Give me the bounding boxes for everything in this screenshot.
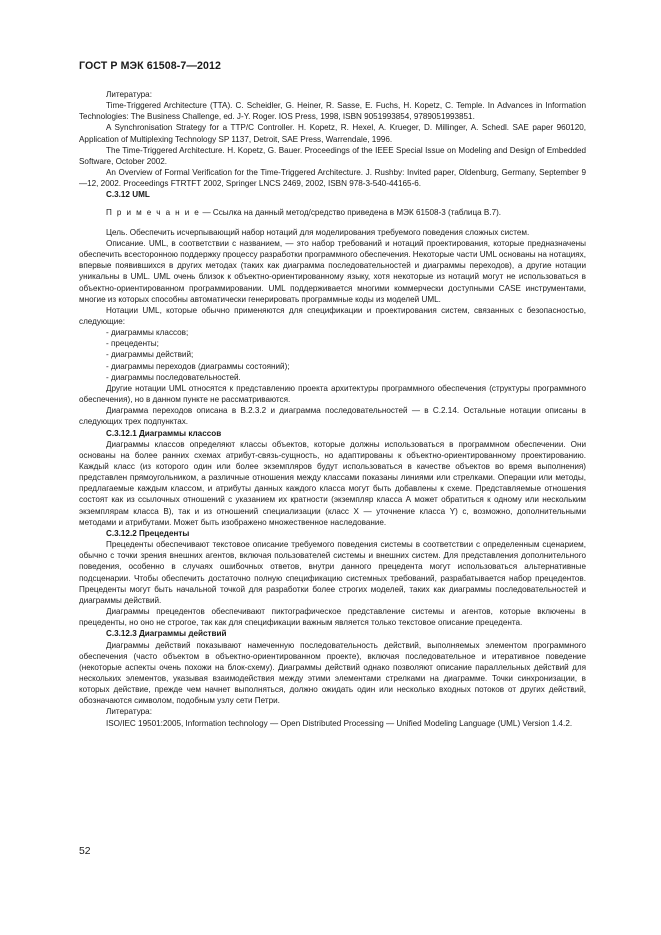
notations-list xyxy=(79,327,586,383)
standard-header: ГОСТ Р МЭК 61508-7—2012 xyxy=(79,60,222,72)
list-item: - диаграммы классов; xyxy=(79,327,586,338)
description-paragraph: Описание. UML, в соответствии с названием, — это набор требований и нотаций проектирования, которые предназначены обеспечить всесторонною поддержку процессу разработки программного обеспечения. Некоторые части UML основаны на нотациях, впервые появившихся в других методах (таких как диаграмма последовательностей и диаграммы переходов), а другие нотации уникальны в UML. UML очень близок к объектно-ориентированному языку, хотя некоторые из нотаций могут не использоваться в объектно-ориентированном программировании. UML поддерживается многими коммерчески доступными CASE инструментами, многие из которых способны автоматически генерировать программные коды из моделей UML. xyxy=(79,238,586,304)
list-item: - диаграммы последовательностей. xyxy=(79,372,586,383)
note-label: П р и м е ч а н и е xyxy=(106,207,201,217)
reference-2: A Synchronisation Strategy for a TTP/C Controller. H. Kopetz, R. Hexel, A. Krueger, D. Millinger, A. Schedl. SAE paper 960120, Application of Multiplexing Technology SP 1137, Detroit, SAE Press, Warrendale, 1996. xyxy=(79,123,586,144)
page-content xyxy=(79,89,586,729)
transitions-paragraph: Диаграмма переходов описана в В.2.3.2 и диаграмма последовательностей — в С.2.14. Остальные нотации описаны в следующих трех подпунктах. xyxy=(79,406,586,427)
reference-1: Time-Triggered Architecture (TTA). C. Scheidler, G. Heiner, R. Sasse, E. Fuchs, H. Kopetz, C. Temple. In Advances in Information Technologies: The Business Challenge, ed. J-Y. Roger. IOS Press, 1998, ISBN 9051993854, 9789051993851. xyxy=(79,101,586,122)
other-notations-paragraph: Другие нотации UML относятся к представлению проекта архитектуры программного обеспечения (структуры программного обеспечения), но в данном пункте не рассматриваются. xyxy=(79,383,586,405)
activities-paragraph: Диаграммы действий показывают намеченную последовательность действий, выполняемых элементом программного обеспечения (часто объектом в объектно-ориентированном проекте), включая последовательное и итеративное поведение (некоторые аспекты очень похожи на блок-схему). Диаграммы действий однако позволяют описание параллельных действий для нескольких элементов, указывая взаимодействия между этими элементами стрелками на диаграмме. Точки синхронизации, в которых действие, прежде чем начнет выполняться, должно ожидать один или несколько входных потоков от других действий, обозначаются символом, подобным узлу сети Петри. xyxy=(79,640,586,706)
section-heading-classes: С.3.12.1 Диаграммы классов xyxy=(106,428,222,438)
note-paragraph xyxy=(79,207,586,218)
section-heading-activities: С.3.12.3 Диаграммы действий xyxy=(106,629,227,639)
list-item: - диаграммы действий; xyxy=(79,349,586,360)
usecases-paragraph-1: Прецеденты обеспечивают текстовое описание требуемого поведения системы в соответствии с определенным сценарием, обычно с точки зрения внешних агентов, включая пользователей системы и внешних систем. Для представления дополнительного поведения, особенно в случаях ошибочных ответов, внутри данного прецедента могут использоваться альтернативные подсценарии. Чтобы обеспечить достаточно полную спецификацию системных требований, разрабатывается набор прецедентов. Прецеденты могут быть начальной точкой для разработки более строгих моделей, таких как диаграммы последовательностей и диаграммы действий. xyxy=(79,540,586,605)
activities-literature-label: Литература: xyxy=(106,707,152,717)
page-number: 52 xyxy=(79,846,91,857)
usecases-paragraph-2: Диаграммы прецедентов обеспечивают пиктографическое представление системы и агентов, которые включены в прецеденты, но оно не строгое, так как для спецификации важным является только текстовое описание прецедента. xyxy=(79,607,586,628)
reference-3: The Time-Triggered Architecture. H. Kopetz, G. Bauer. Proceedings of the IEEE Special Issue on Modeling and Design of Embedded Software, October 2002. xyxy=(79,145,586,166)
list-item: - диаграммы переходов (диаграммы состояний); xyxy=(79,361,586,372)
note-text: — Ссылка на данный метод/средство приведена в МЭК 61508-3 (таблица В.7). xyxy=(200,207,502,217)
section-heading-uml: С.3.12 UML xyxy=(106,190,150,200)
goal-paragraph: Цель. Обеспечить исчерпывающий набор нотаций для моделирования требуемого поведения сложных систем. xyxy=(106,227,530,237)
list-item: - прецеденты; xyxy=(79,338,586,349)
activities-reference: ISO/IEC 19501:2005, Information technology — Open Distributed Processing — Unified Modeling Language (UML) Version 1.4.2. xyxy=(106,718,573,728)
reference-4: An Overview of Formal Verification for the Time-Triggered Architecture. J. Rushby: Invited paper, Oldenburg, Germany, September 9—12, 2002. Proceedings FTRTFT 2002, Springer LNCS 2469, 2002, ISBN 978-3-540-44165-6. xyxy=(79,168,586,189)
section-heading-usecases: С.3.12.2 Прецеденты xyxy=(106,528,190,538)
notations-intro: Нотации UML, которые обычно применяются для спецификации и проектирования систем, связанных с безопасностью, следующие: xyxy=(79,305,586,326)
literature-label: Литература: xyxy=(106,90,152,99)
classes-paragraph: Диаграммы классов определяют классы объектов, которые должны использоваться в программном обеспечении. Они основаны на более ранних схемах атрибут-связь-сущность, но адаптированы к объектно-ориентированному проектированию. Каждый класс (из которого один или более экземпляров будут использоваться в качестве объектов во время выполнения) представлен прямоугольником, а различные отношения между классами показаны линиями или стрелками. Операции или методы, предлагаемые каждым классом, и атрибуты данных каждого класса могут быть добавлены к схеме. Представляемые отношения состоят как из ссылочных отношений с указанием их кратности (экземпляр класса А может обратиться к одному или нескольким экземплярам класса В), так и из отношений специализации (класс X — уточнение класса Y) с, возможно, дополнительными методами и атрибутами. Может быть изображено множественное наследование. xyxy=(79,439,586,527)
